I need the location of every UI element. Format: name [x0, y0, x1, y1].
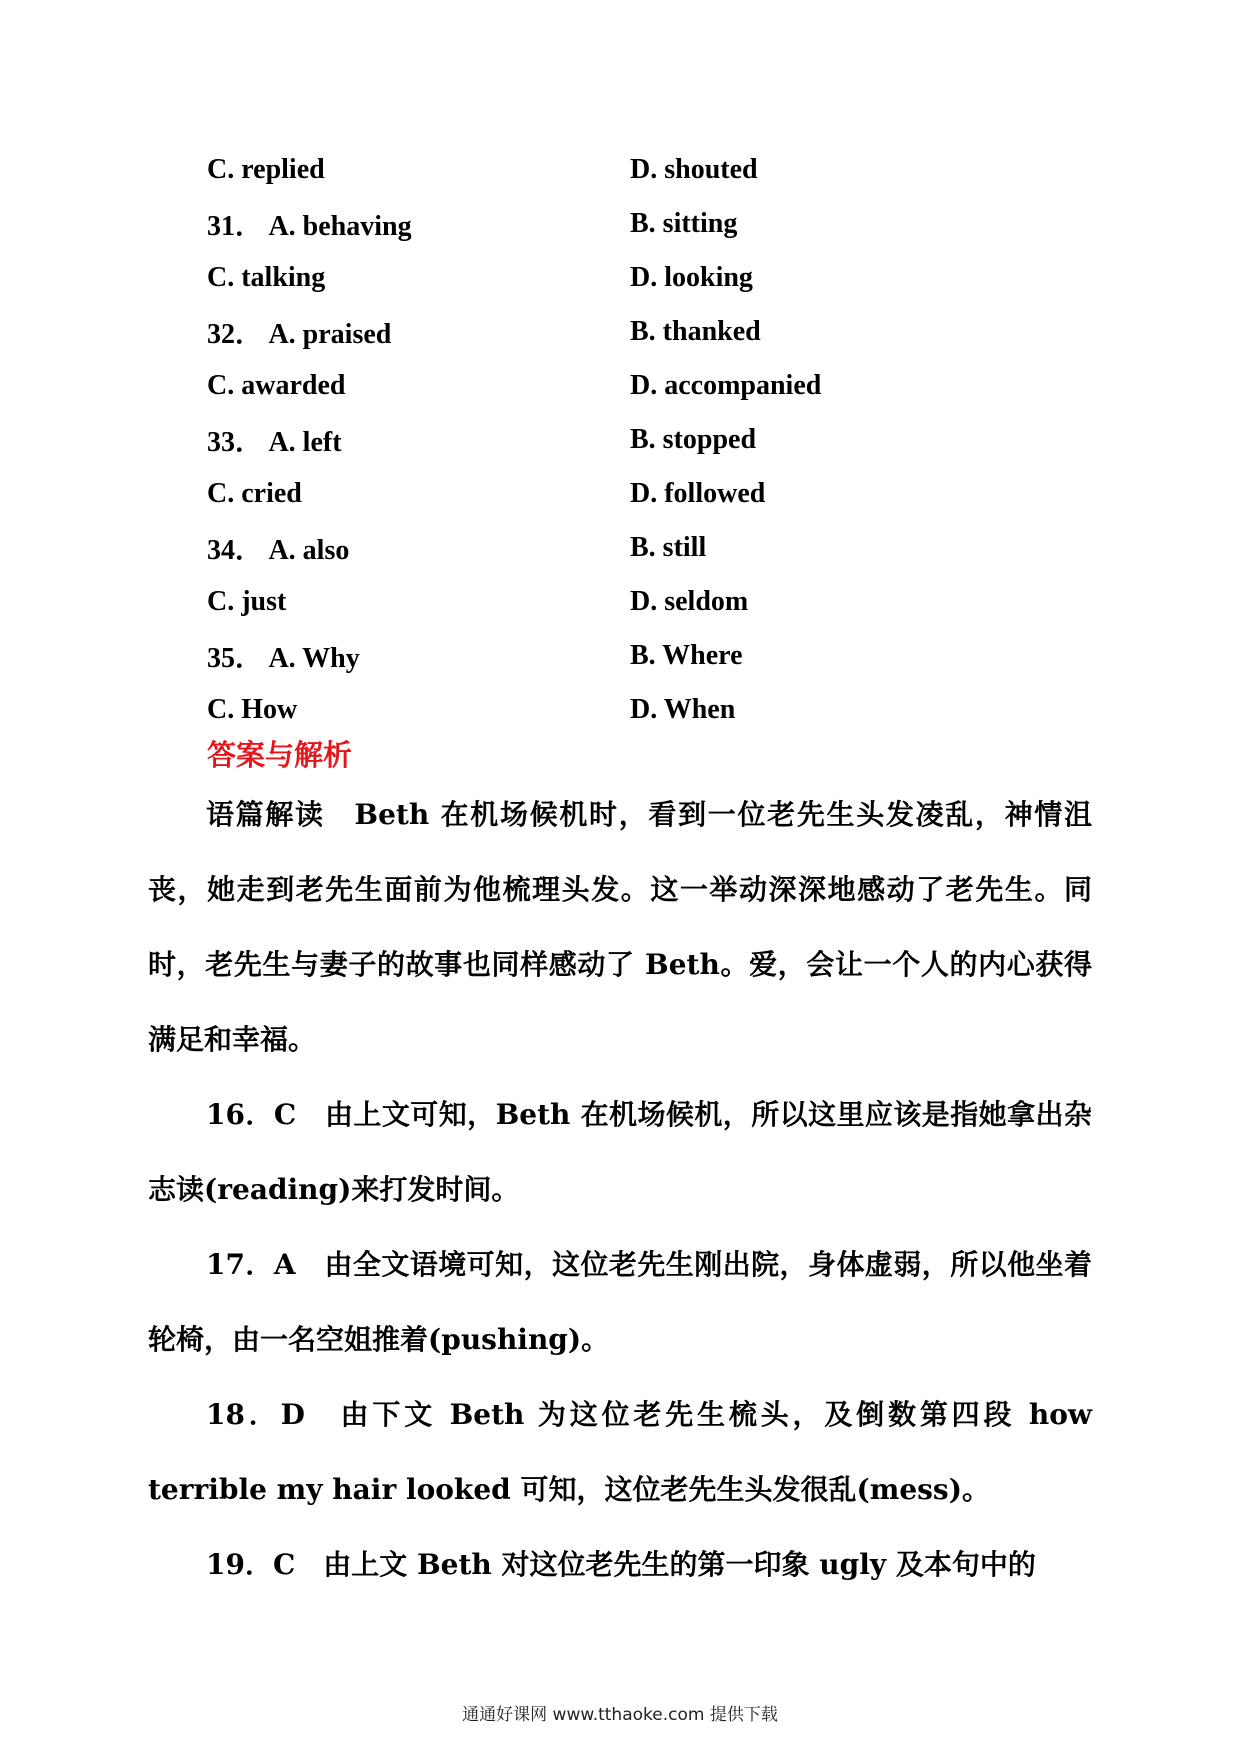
passage-summary: 语篇解读 Beth 在机场候机时，看到一位老先生头发凌乱，神情沮丧，她走到老先生面前为他梳理头发。这一举动深深地感动了老先生。同时，老先生与妻子的故事也同样感动了 Beth。爱，会让一个人的内心获得满足和幸福。: [148, 798, 1092, 1056]
option-row: [207, 305, 907, 359]
option-row: [207, 683, 907, 737]
option-left: C. replied: [207, 154, 325, 185]
option-row: [207, 197, 907, 251]
option-left: C. How: [207, 694, 298, 725]
option-row: [207, 251, 907, 305]
option-row: [207, 413, 907, 467]
option-row: [207, 575, 907, 629]
option-left: C. awarded: [207, 370, 346, 401]
explanation-item: 17．A 由全文语境可知，这位老先生刚出院，身体虚弱，所以他坐着轮椅，由一名空姐推着(pushing)。: [148, 1248, 1092, 1356]
option-right: D. followed: [630, 478, 766, 509]
explanation-item: 19．C 由上文 Beth 对这位老先生的第一印象 ugly 及本句中的: [206, 1548, 1036, 1581]
option-row: [207, 629, 907, 683]
option-right: B. stopped: [630, 424, 757, 455]
explanation-body: [148, 777, 1092, 1602]
option-right: B. sitting: [630, 208, 738, 239]
option-left: C. talking: [207, 262, 326, 293]
option-row: [207, 467, 907, 521]
option-right: B. Where: [630, 640, 743, 671]
option-right: B. thanked: [630, 316, 761, 347]
option-right: D. accompanied: [630, 370, 822, 401]
option-list: [207, 143, 907, 737]
option-left: 34． A. also: [207, 535, 350, 566]
option-left: C. cried: [207, 478, 302, 509]
answer-section-heading: 答案与解析: [207, 738, 353, 772]
option-right: D. shouted: [630, 154, 758, 185]
option-right: B. still: [630, 532, 707, 563]
option-right: D. When: [630, 694, 736, 725]
option-left: 35． A. Why: [207, 643, 360, 674]
option-row: [207, 521, 907, 575]
option-left: 32． A. praised: [207, 319, 392, 350]
page-footer: 通通好课网 www.tthaoke.com 提供下载: [462, 1705, 778, 1725]
option-right: D. seldom: [630, 586, 749, 617]
option-left: 33． A. left: [207, 427, 342, 458]
option-row: [207, 359, 907, 413]
explanation-item: 16．C 由上文可知，Beth 在机场候机，所以这里应该是指她拿出杂志读(reading)来打发时间。: [148, 1098, 1092, 1206]
option-right: D. looking: [630, 262, 753, 293]
explanation-item: 18．D 由下文 Beth 为这位老先生梳头，及倒数第四段 how terrible my hair looked 可知，这位老先生头发很乱(mess)。: [148, 1398, 1092, 1506]
option-left: 31． A. behaving: [207, 211, 412, 242]
option-row: [207, 143, 907, 197]
option-left: C. just: [207, 586, 287, 617]
